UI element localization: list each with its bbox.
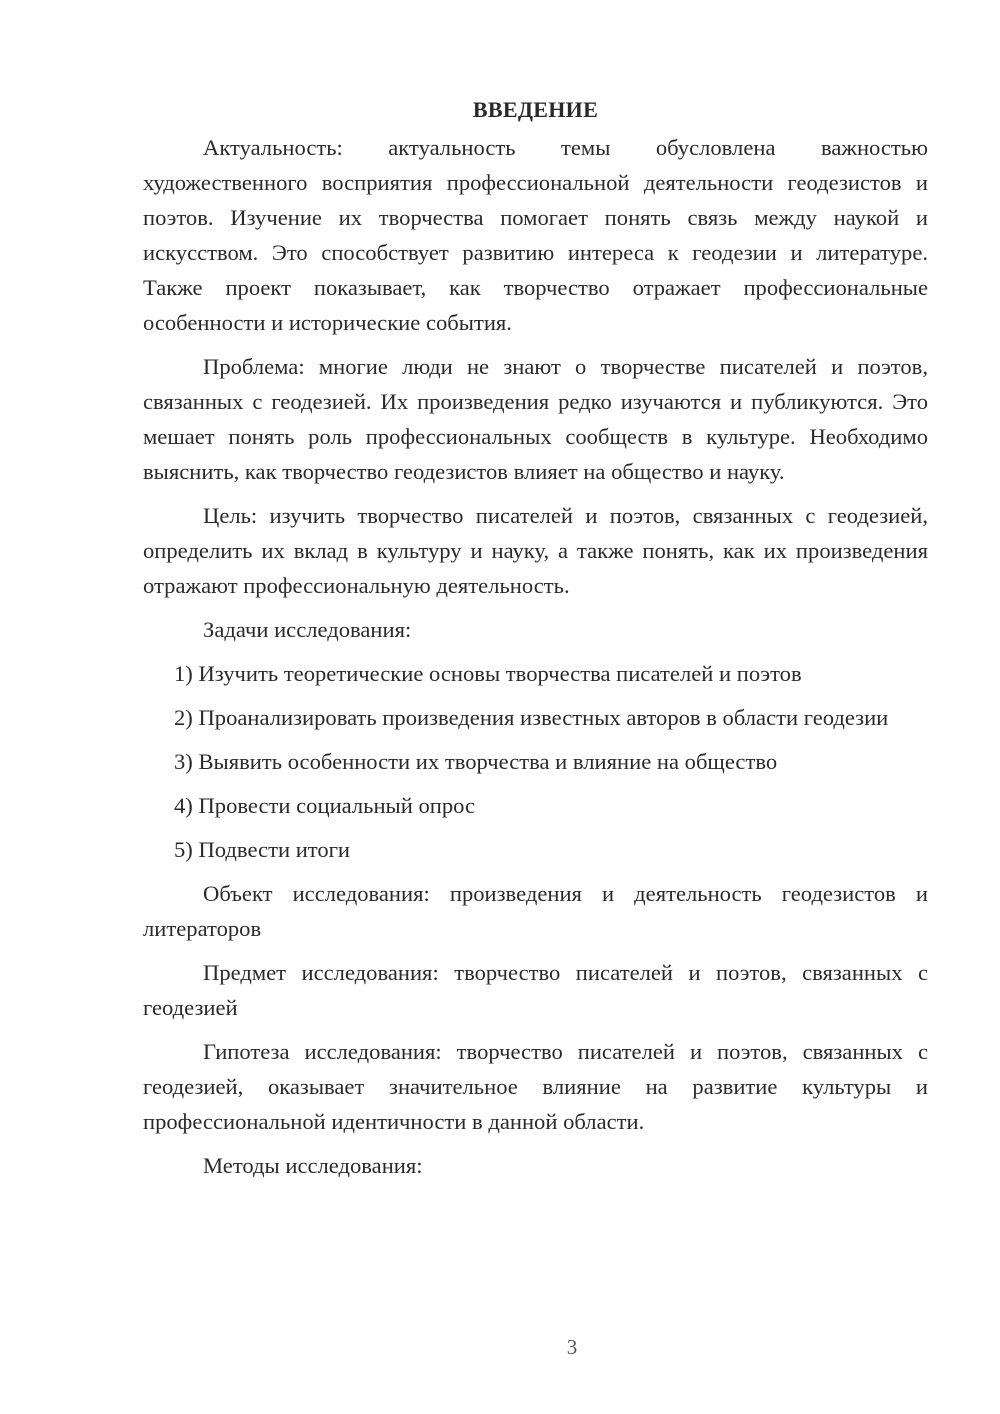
paragraph-problem: Проблема: многие люди не знают о творчестве писателей и поэтов, связанных с геодезией. Их произведения редко изучаются и публикуются. Это мешает понять роль профессиональных сообществ в культуре. Необходимо выяснить, как творчество геодезистов влияет на общество и науку. — [143, 354, 928, 484]
paragraph-relevance: Актуальность: актуальность темы обусловлена важностью художественного восприятия профессиональной деятельности геодезистов и поэтов. Изучение их творчества помогает понять связь между наукой и искусством. Это способствует развитию интереса к геодезии и литературе. Также проект показывает, как творчество отражает профессиональные особенности и исторические события. — [143, 135, 928, 335]
task-item: 2) Проанализировать произведения известных авторов в области геодезии — [174, 705, 889, 730]
paragraph-subject: Предмет исследования: творчество писателей и поэтов, связанных с геодезией — [143, 960, 928, 1020]
document-page — [143, 92, 928, 1192]
task-item: 4) Провести социальный опрос — [174, 793, 476, 818]
task-item: 3) Выявить особенности их творчества и влияние на общество — [174, 749, 778, 774]
task-item: 1) Изучить теоретические основы творчества писателей и поэтов — [174, 661, 802, 686]
paragraph-hypothesis: Гипотеза исследования: творчество писателей и поэтов, связанных с геодезией, оказывает значительное влияние на развитие культуры и профессиональной идентичности в данной области. — [143, 1039, 928, 1134]
page-number: 3 — [566, 1335, 578, 1359]
section-title: ВВЕДЕНИЕ — [472, 97, 599, 122]
paragraph-tasks-heading: Задачи исследования: — [203, 617, 412, 642]
paragraph-goal: Цель: изучить творчество писателей и поэтов, связанных с геодезией, определить их вклад в культуру и науку, а также понять, как их произведения отражают профессиональную деятельность. — [143, 503, 928, 598]
paragraph-object: Объект исследования: произведения и деятельность геодезистов и литераторов — [143, 881, 928, 941]
paragraph-methods: Методы исследования: — [203, 1153, 423, 1178]
task-item: 5) Подвести итоги — [174, 837, 351, 862]
